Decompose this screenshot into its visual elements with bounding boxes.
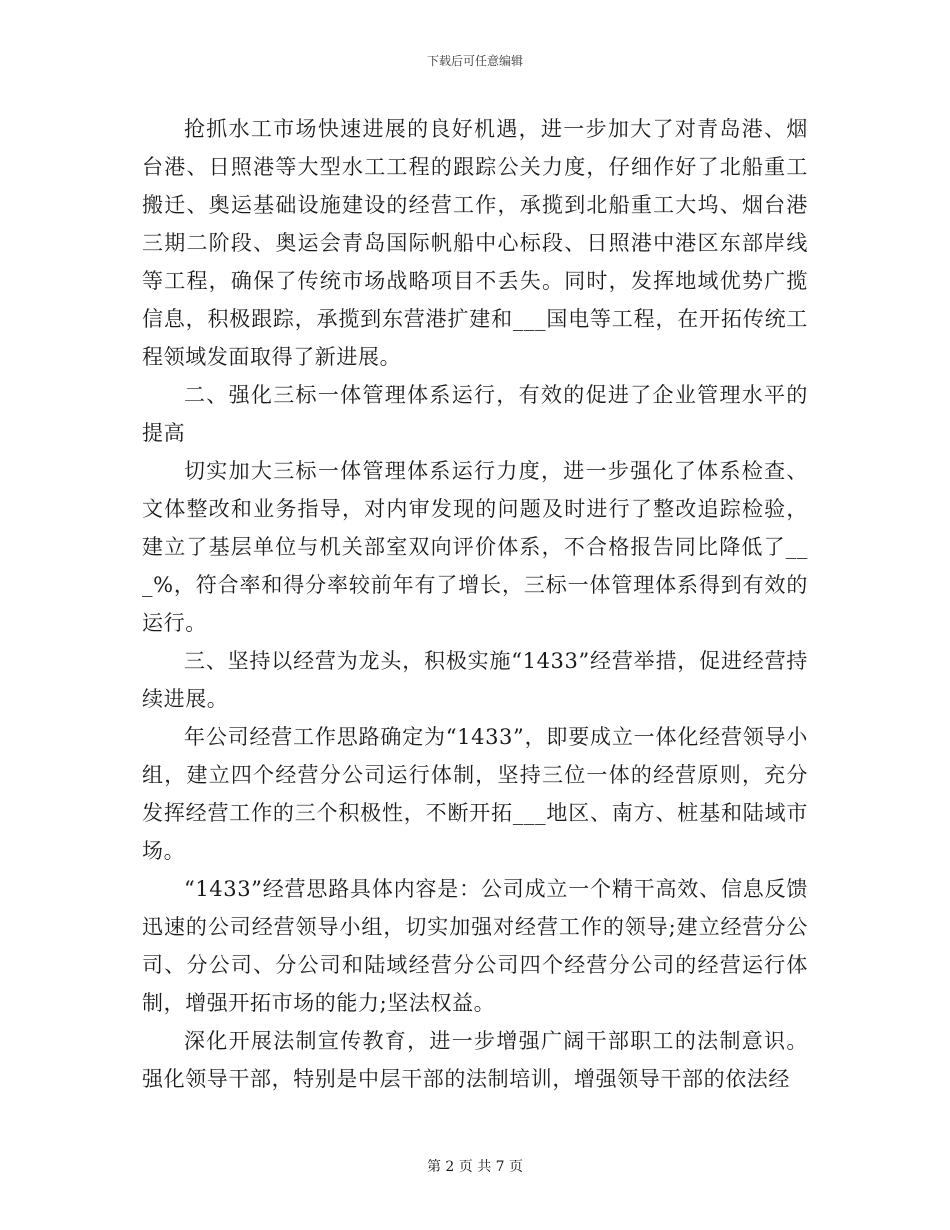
paragraph-5: 深化开展法制宣传教育，进一步增强广阔干部职工的法制意识。强化领导干部，特别是中层干部的法制培训，增强领导干部的依法经: [142, 1029, 808, 1091]
paragraph-1: 抢抓水工市场快速进展的良好机遇，进一步加大了对青岛港、烟台港、日照港等大型水工工程的跟踪公关力度，仔细作好了北船重工搬迁、奥运基础设施建设的经营工作，承揽到北船重工大坞、烟台港三期二阶段、奥运会青岛国际帆船中心标段、日照港中港区东部岸线等工程，确保了传统市场战略项目不丢失。同时，发挥地域优势广揽信息，积极跟踪，承揽到东营港扩建和___国电等工程，在开拓传统工程领域发面取得了新进展。: [142, 117, 808, 369]
section-heading-3: 三、坚持以经营为龙头，积极实施“1433”经营举措，促进经营持续进展。: [142, 649, 808, 711]
paragraph-4: “1433”经营思路具体内容是：公司成立一个精干高效、信息反馈迅速的公司经营领导小组，切实加强对经营工作的领导;建立经营分公司、分公司、分公司和陆域经营分公司四个经营分公司的经营运行体制，增强开拓市场的能力;坚法权益。: [142, 877, 808, 1015]
paragraph-3: 年公司经营工作思路确定为“1433”，即要成立一体化经营领导小组，建立四个经营分公司运行体制，坚持三位一体的经营原则，充分发挥经营工作的三个积极性，不断开拓___地区、南方、桩基和陆域市场。: [142, 725, 808, 863]
paragraph-2: 切实加大三标一体管理体系运行力度，进一步强化了体系检查、文体整改和业务指导，对内审发现的问题及时进行了整改追踪检验，建立了基层单位与机关部室双向评价体系，不合格报告同比降低了___%，符合率和得分率较前年有了增长，三标一体管理体系得到有效的运行。: [142, 459, 808, 635]
document-body: [142, 110, 808, 1098]
page-header: 下载后可任意编辑: [426, 54, 523, 68]
page-number: 第 2 页 共 7 页: [426, 1159, 524, 1175]
section-heading-2: 二、强化三标一体管理体系运行，有效的促进了企业管理水平的提高: [142, 383, 808, 445]
